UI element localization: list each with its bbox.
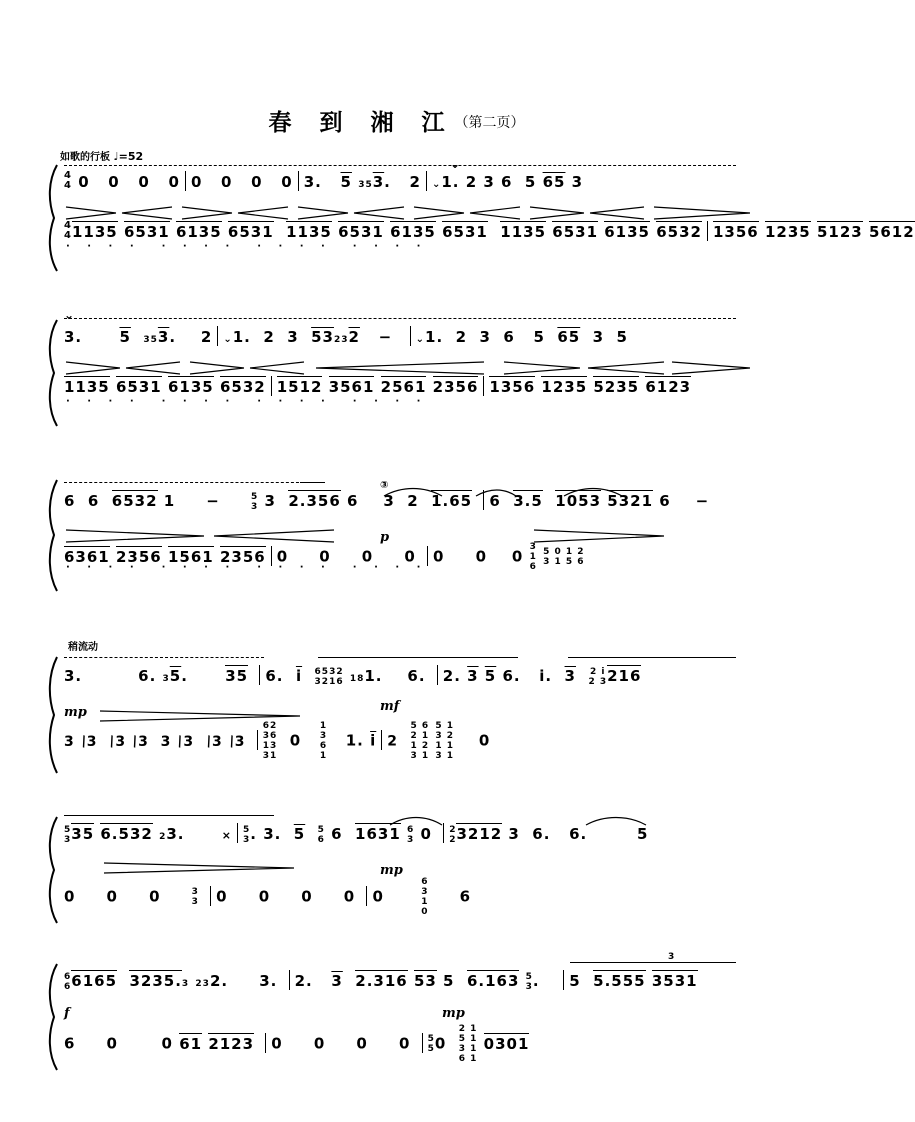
dynamic-f-1: f: [64, 1006, 70, 1021]
fingering-mark-6: 3: [668, 952, 675, 962]
dynamic-mf-1: mf: [380, 699, 400, 714]
octave-dots-2: · · · · · · · · · · · · · · · ·: [66, 396, 428, 407]
melody-line-5: 5 335 6.532 23. ⨯ 5 3. 3. 5 5 6 6 1631 6 3 0 2 23212 3 6. 6. 5: [64, 824, 649, 845]
stave-lower-3: [50, 540, 750, 574]
stave-upper-2: [50, 318, 750, 354]
stave-lower-4: [50, 717, 750, 761]
tempo-text-1: 如歌的行板: [60, 152, 110, 163]
melody-line-4: 3. 6. 35. 35 6. $\overline{i}$ 6532 3216 181. 6. 2. 3 5 6. i. 3 2 i 2 3216: [64, 666, 642, 687]
accompaniment-line-3: 6361 2356 1561 2356 0 0 0 0 0 0 0 3 1 6 5 0 1 2 3 1 5 6: [64, 542, 585, 572]
breath-mark-icon: ⌄: [450, 157, 461, 171]
accompaniment-line-2: 1135 6531 6135 6532 1512 3561 2561 2356 1356 1235 5235 6123: [64, 378, 692, 396]
octave-dots-3: · · · · · · · · · · · · · · · ·: [66, 562, 428, 573]
melody-line-3: 6 6 6532 1 − 5 3 3 2.356 6 3 2 1.65 6 3.5 1053 5321 6 −: [64, 491, 710, 512]
system-4: [50, 655, 750, 761]
accompaniment-line-1: 4 41135 6531 6135 6531 1135 6531 6135 6531 1135 6531 6135 6532 1356 1235 5123 5612: [64, 220, 915, 241]
melody-line-6: 6 66165 3235.3 232. 3. 2. 3 2.316 53 5 6.163 5 3. 5 5.555 3531: [64, 971, 698, 992]
breath-mark-icon: ⌄: [64, 308, 75, 322]
title-main: 春 到 湘 江: [268, 110, 455, 136]
tempo-mark-2: [68, 638, 98, 653]
melody-line-1: 4 4 0 0 0 0 0 0 0 0 3. 5 353. 2 ⌄1. 2 3 6 5 65 3: [64, 170, 584, 191]
accompaniment-line-6: 6 0 0 61 2123 0 0 0 0 5 50 2 1 5 1 3 1 6 1 0301: [64, 1024, 530, 1064]
title-sub: （第二页）: [454, 115, 525, 131]
stave-lower-5: [50, 875, 750, 917]
tempo-text-2: 稍流动: [68, 642, 98, 653]
stave-upper-1: [50, 163, 750, 199]
stave-lower-6: [50, 1022, 750, 1064]
dynamic-mp-3: mp: [442, 1006, 465, 1021]
accompaniment-line-5: 0 0 0 3 3 0 0 0 0 0 6 3 1 0 6: [64, 877, 472, 917]
stave-lower-2: [50, 374, 750, 408]
tempo-metronome-1: ♩=52: [113, 150, 144, 163]
page-title: [0, 104, 793, 137]
system-3: [50, 478, 750, 574]
stave-upper-4: [50, 655, 750, 693]
stave-upper-3: [50, 478, 750, 518]
dynamic-mp-1: mp: [64, 705, 87, 720]
system-2: [50, 308, 750, 408]
system-6: [50, 952, 750, 1064]
stave-upper-5: [50, 815, 750, 853]
ornament-mark-3: ③: [380, 480, 389, 491]
tempo-mark-1: [60, 148, 143, 163]
dynamic-mp-2: mp: [380, 863, 403, 878]
system-5: [50, 815, 750, 917]
melody-line-2: 3. 5 353. 2 ⌄1. 2 3 53232 − ⌄1. 2 3 6 5 65 3 5: [64, 328, 628, 346]
octave-dots-1: · · · · · · · · · · · · · · · ·: [66, 241, 428, 252]
accompaniment-line-4: 3 \3 \3 \3 3 \3 \3 \3 6 3 1 32 6 3 1 0 1 3 6 1 1. $\overline{i}$ 2 5 6 2 1 1 2 3 1 5 1 3 2 1 1 3 1 0: [64, 721, 491, 761]
stave-lower-1: [50, 219, 915, 253]
dynamic-p-1: p: [380, 530, 390, 545]
stave-upper-6: [50, 952, 750, 1000]
